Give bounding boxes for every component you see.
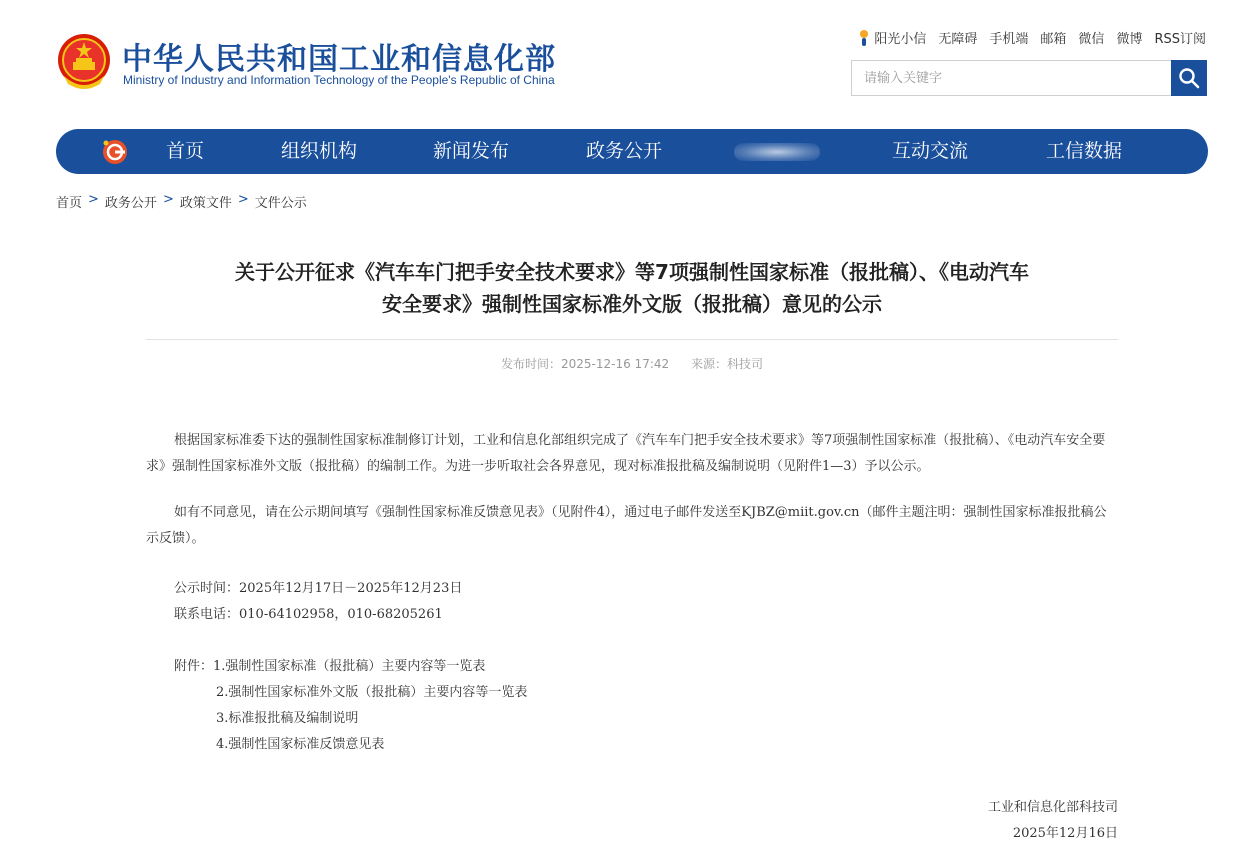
signature-org: 工业和信息化部科技司 — [987, 800, 1118, 815]
nav-item-data[interactable]: 工信数据 — [1046, 140, 1123, 162]
search-button[interactable] — [1171, 60, 1207, 96]
body-paragraph: 如有不同意见，请在公示期间填写《强制性国家标准反馈意见表》（见附件4），通过电子邮件发送至KJBZ@miit.gov.cn（邮件主题注明：强制性国家标准报批稿公示反馈）。 — [146, 505, 1107, 546]
attachment-link[interactable]: 2.强制性国家标准外文版（报批稿）主要内容等一览表 — [216, 685, 528, 700]
top-link-rss[interactable]: RSS订阅 — [1154, 32, 1206, 47]
search-input[interactable] — [851, 60, 1172, 96]
attachment-link[interactable]: 4.强制性国家标准反馈意见表 — [216, 737, 385, 752]
breadcrumb-separator: > — [237, 192, 249, 207]
article-source: 来源：科技司 — [690, 357, 763, 371]
attachment-row — [146, 706, 1118, 732]
attachment-row — [146, 732, 1118, 758]
attachment-row — [146, 680, 1118, 706]
title-divider — [146, 339, 1118, 340]
breadcrumb-government-affairs[interactable]: 政务公开 — [104, 196, 157, 211]
main-nav — [56, 129, 1208, 174]
top-link-label: 阳光小信 — [874, 32, 927, 47]
article-body — [146, 428, 1118, 758]
contact-phone: 联系电话：010-64102958，010-68205261 — [174, 607, 443, 622]
top-link-wechat[interactable]: 微信 — [1078, 32, 1105, 47]
attachment-prefix: 附件： — [174, 659, 214, 674]
publish-time: 发布时间：2025-12-16 17:42 — [501, 357, 670, 371]
site-title: 中华人民共和国工业和信息化部 — [122, 42, 556, 77]
national-emblem-icon — [56, 32, 112, 92]
nav-item-home[interactable]: 首页 — [166, 140, 205, 162]
breadcrumb-document-notice[interactable]: 文件公示 — [254, 196, 307, 211]
nav-item-government-affairs[interactable]: 政务公开 — [586, 140, 663, 162]
breadcrumb-home[interactable]: 首页 — [56, 196, 83, 211]
signature-block — [988, 795, 1118, 847]
breadcrumb — [56, 192, 307, 211]
site-subtitle: Ministry of Industry and Information Technology of the People's Republic of China — [123, 73, 555, 87]
nav-item-news[interactable]: 新闻发布 — [433, 140, 510, 162]
title-line: 安全要求》强制性国家标准外文版（报批稿）意见的公示 — [382, 292, 882, 316]
sunshine-mascot-icon — [857, 29, 871, 47]
signature-date: 2025年12月16日 — [1012, 826, 1118, 841]
attachment-link[interactable]: 1.强制性国家标准（报批稿）主要内容等一览表 — [213, 659, 486, 674]
top-link-mobile[interactable]: 手机端 — [989, 32, 1029, 47]
top-link-weibo[interactable]: 微博 — [1116, 32, 1143, 47]
body-paragraph: 根据国家标准委下达的强制性国家标准制修订计划，工业和信息化部组织完成了《汽车车门把手安全技术要求》等7项强制性国家标准（报批稿）、《电动汽车安全要求》强制性国家标准外文版（报批稿）的编制工作。为进一步听取社会各界意见，现对标准报批稿及编制说明（见附件1—3）予以公示。 — [146, 433, 1106, 474]
top-link-accessibility[interactable]: 无障碍 — [938, 32, 978, 47]
notice-period: 公示时间：2025年12月17日－2025年12月23日 — [174, 581, 463, 596]
top-link-sunshine[interactable] — [857, 28, 926, 47]
breadcrumb-separator: > — [162, 192, 174, 207]
page-title — [146, 256, 1118, 320]
title-line: 关于公开征求《汽车车门把手安全技术要求》等7项强制性国家标准（报批稿）、《电动汽车 — [235, 260, 1029, 284]
top-link-mail[interactable]: 邮箱 — [1040, 32, 1067, 47]
attachment-row — [146, 654, 1118, 680]
nav-item-organization[interactable]: 组织机构 — [281, 140, 358, 162]
nav-item-interaction[interactable]: 互动交流 — [892, 140, 969, 162]
breadcrumb-policy-documents[interactable]: 政策文件 — [179, 196, 232, 211]
attachment-link[interactable]: 3.标准报批稿及编制说明 — [216, 711, 359, 726]
nav-item-obscured[interactable] — [734, 143, 820, 161]
breadcrumb-separator: > — [88, 192, 99, 207]
article-meta — [146, 355, 1118, 372]
top-links — [857, 28, 1206, 47]
search-icon — [1178, 67, 1200, 89]
miit-logo-icon — [100, 137, 130, 167]
